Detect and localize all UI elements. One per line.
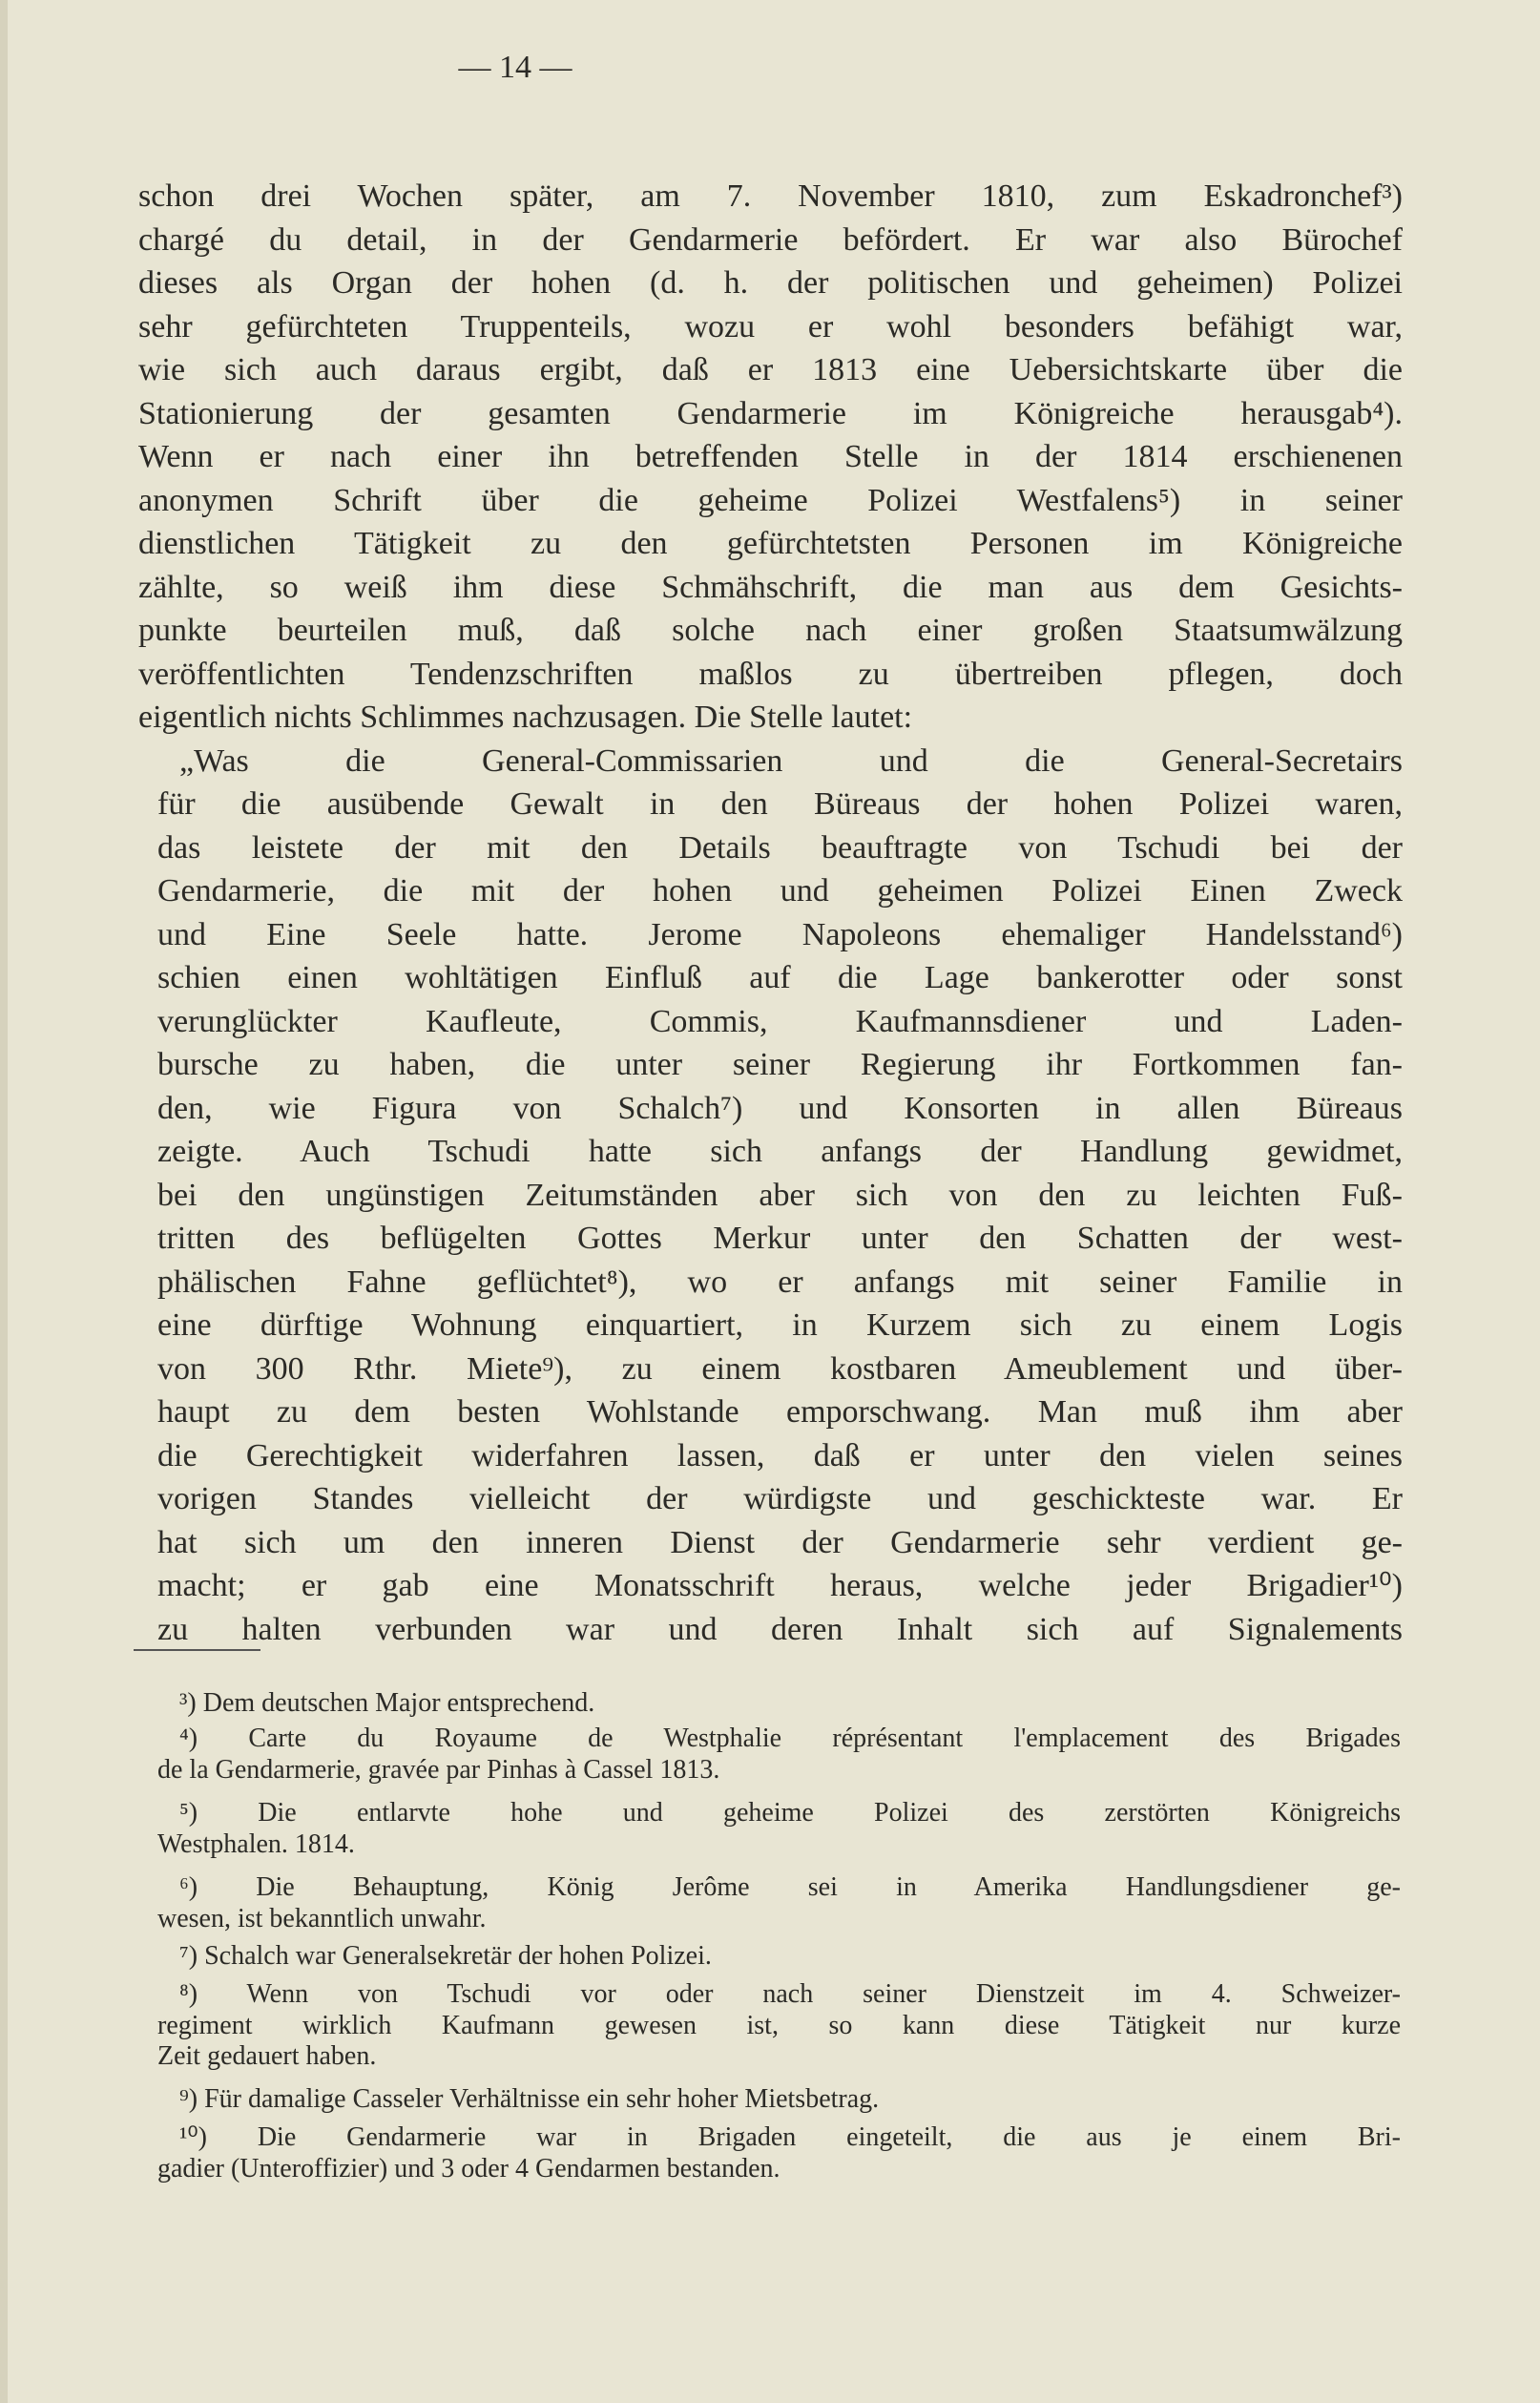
quote-line: für die ausübende Gewalt in den Büreaus der hohen Polizei waren, — [157, 786, 1403, 822]
footnote-line: ⁴) Carte du Royaume de Westphalie réprésentant l'emplacement des Brigades — [179, 1724, 1401, 1753]
quote-line: haupt zu dem besten Wohlstande emporschwang. Man muß ihm aber — [157, 1394, 1403, 1430]
quote-line: die Gerechtigkeit widerfahren lassen, daß er unter den vielen seines — [157, 1437, 1403, 1473]
footnote-line: regiment wirklich Kaufmann gewesen ist, so kann diese Tätigkeit nur kurze — [157, 2010, 1401, 2040]
quote-line: tritten des beflügelten Gottes Merkur unter den Schatten der west- — [157, 1221, 1403, 1256]
body-line: wie sich auch daraus ergibt, daß er 1813 eine Uebersichtskarte über die — [138, 352, 1403, 387]
page-number: — 14 — — [458, 50, 572, 85]
body-line: Stationierung der gesamten Gendarmerie im Königreiche herausgab⁴). — [138, 395, 1403, 431]
footnote-divider — [134, 1649, 260, 1651]
footnote-line: Zeit gedauert haben. — [157, 2041, 377, 2071]
quote-line: verunglückter Kaufleute, Commis, Kaufmannsdiener und Laden- — [157, 1003, 1403, 1039]
body-line: eigentlich nichts Schlimmes nachzusagen. Die Stelle lautet: — [138, 700, 913, 735]
quote-line: schien einen wohltätigen Einfluß auf die Lage bankerotter oder sonst — [157, 960, 1403, 995]
footnote-line: ⁹) Für damalige Casseler Verhältnisse ein sehr hoher Mietsbetrag. — [179, 2084, 880, 2114]
quote-line: hat sich um den inneren Dienst der Gendarmerie sehr verdient ge- — [157, 1524, 1403, 1560]
quote-line: und Eine Seele hatte. Jerome Napoleons ehemaliger Handelsstand⁶) — [157, 916, 1403, 952]
page-edge — [0, 0, 8, 2403]
quote-line: „Was die General-Commissarien und die General-Secretairs — [179, 742, 1403, 779]
footnote-line: de la Gendarmerie, gravée par Pinhas à Cassel 1813. — [157, 1754, 720, 1785]
body-line: dieses als Organ der hohen (d. h. der politischen und geheimen) Polizei — [138, 265, 1403, 301]
body-line: punkte beurteilen muß, daß solche nach einer großen Staatsumwälzung — [138, 613, 1403, 648]
quote-line: bursche zu haben, die unter seiner Regierung ihr Fortkommen fan- — [157, 1047, 1403, 1082]
footnote-line: ⁵) Die entlarvte hohe und geheime Polizei des zerstörten Königreichs — [179, 1798, 1401, 1828]
quote-line: zeigte. Auch Tschudi hatte sich anfangs der Handlung gewidmet, — [157, 1134, 1403, 1169]
quote-line: bei den ungünstigen Zeitumständen aber sich von den zu leichten Fuß- — [157, 1177, 1403, 1213]
quote-line: den, wie Figura von Schalch⁷) und Konsorten in allen Büreaus — [157, 1090, 1403, 1126]
footnote-line: ⁶) Die Behauptung, König Jerôme sei in Amerika Handlungsdiener ge- — [179, 1872, 1401, 1902]
quote-line: das leistete der mit den Details beauftragte von Tschudi bei der — [157, 829, 1403, 866]
footnote-line: gadier (Unteroffizier) und 3 oder 4 Gendarmen bestanden. — [157, 2153, 780, 2184]
body-line: chargé du detail, in der Gendarmerie befördert. Er war also Bürochef — [138, 221, 1403, 258]
body-line: veröffentlichten Tendenzschriften maßlos zu übertreiben pflegen, doch — [138, 656, 1403, 692]
footnote-line: wesen, ist bekanntlich unwahr. — [157, 1903, 487, 1933]
footnote-line: ⁷) Schalch war Generalsekretär der hohen Polizei. — [179, 1941, 712, 1971]
footnote-line: ⁸) Wenn von Tschudi vor oder nach seiner Dienstzeit im 4. Schweizer- — [179, 1979, 1401, 2009]
body-line: sehr gefürchteten Truppenteils, wozu er wohl besonders befähigt war, — [138, 308, 1403, 345]
quote-line: phälischen Fahne geflüchtet⁸), wo er anfangs mit seiner Familie in — [157, 1264, 1403, 1300]
quote-line: macht; er gab eine Monatsschrift heraus, welche jeder Brigadier¹⁰) — [157, 1568, 1403, 1603]
quote-line: eine dürftige Wohnung einquartiert, in Kurzem sich zu einem Logis — [157, 1307, 1403, 1343]
quote-line: vorigen Standes vielleicht der würdigste und geschickteste war. Er — [157, 1481, 1403, 1516]
quote-line: Gendarmerie, die mit der hohen und geheimen Polizei Einen Zweck — [157, 873, 1403, 909]
quote-line: von 300 Rthr. Miete⁹), zu einem kostbaren Ameublement und über- — [157, 1350, 1403, 1387]
body-line: zählte, so weiß ihm diese Schmähschrift, die man aus dem Gesichts- — [138, 569, 1403, 605]
footnote-line: ³) Dem deutschen Major entsprechend. — [179, 1688, 595, 1718]
body-line: dienstlichen Tätigkeit zu den gefürchtetsten Personen im Königreiche — [138, 526, 1403, 561]
body-line: schon drei Wochen später, am 7. November 1810, zum Eskadronchef³) — [138, 178, 1403, 214]
quote-line: zu halten verbunden war und deren Inhalt sich auf Signalements — [157, 1611, 1403, 1647]
footnote-line: ¹⁰) Die Gendarmerie war in Brigaden eingeteilt, die aus je einem Bri- — [179, 2122, 1401, 2152]
body-line: anonymen Schrift über die geheime Polizei Westfalens⁵) in seiner — [138, 482, 1403, 518]
body-line: Wenn er nach einer ihn betreffenden Stelle in der 1814 erschienenen — [138, 439, 1403, 474]
footnote-line: Westphalen. 1814. — [157, 1828, 355, 1859]
